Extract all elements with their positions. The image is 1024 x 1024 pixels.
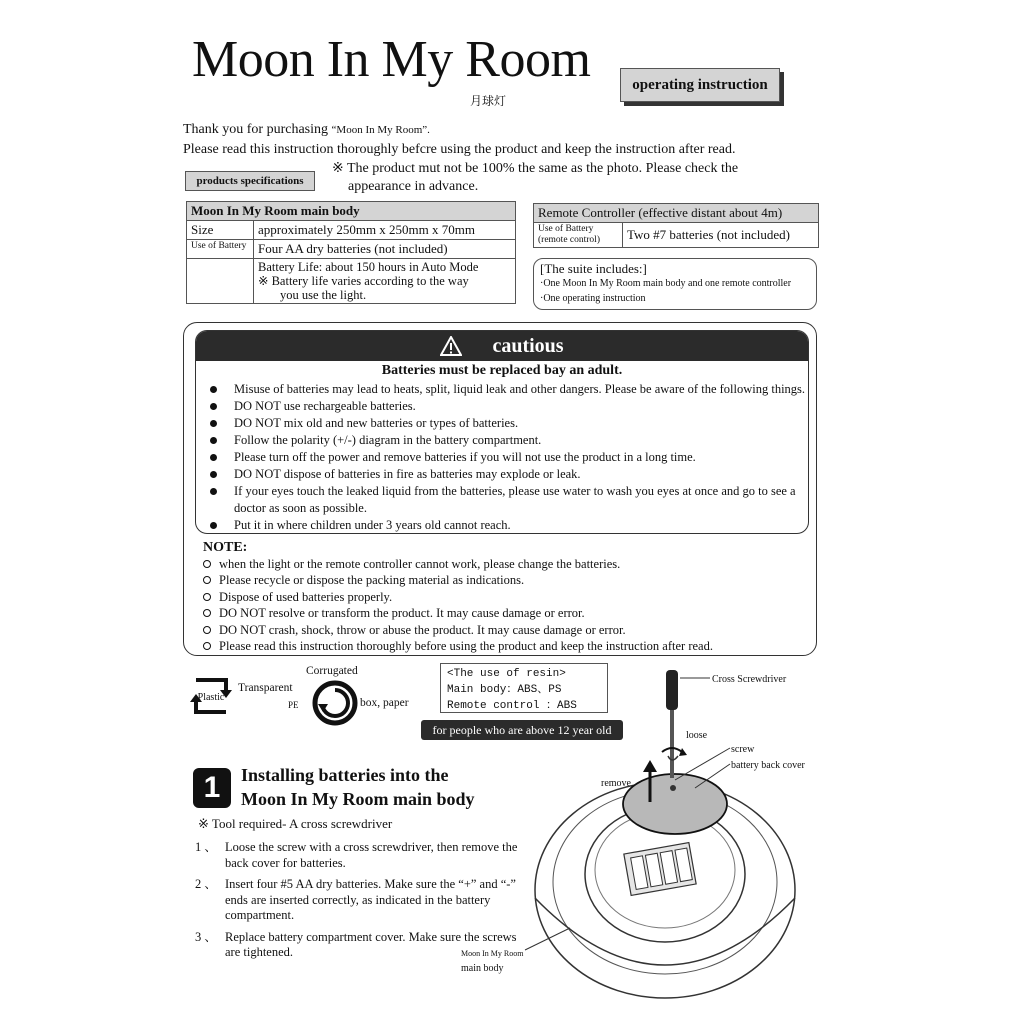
caution-item: Misuse of batteries may lead to heats, split, liquid leak and other dangers. Please be aware of the following things.: [206, 381, 806, 398]
note-item: when the light or the remote controller cannot work, please change the batteries.: [203, 556, 803, 572]
battery-value: Four AA dry batteries (not included): [254, 240, 516, 259]
step-number-badge: 1: [193, 768, 231, 808]
caution-header: [196, 331, 808, 361]
suite-title: [The suite includes:]: [540, 261, 647, 276]
battery-life-cell: [254, 259, 516, 304]
warning-triangle-icon: [440, 336, 462, 356]
caution-item: Put it in where children under 3 years old cannot reach.: [206, 517, 806, 534]
caution-item: DO NOT dispose of batteries in fire as batteries may explode or leak.: [206, 466, 806, 483]
intro-product-name: “Moon In My Room”.: [331, 124, 430, 136]
main-body-spec-table: [186, 201, 516, 304]
caution-subtitle: Batteries must be replaced bay an adult.: [381, 363, 623, 378]
operating-instruction-badge: operating instruction: [620, 68, 780, 102]
caution-title: cautious: [492, 334, 564, 357]
remote-battery-value: Two #7 batteries (not included): [623, 223, 819, 248]
plastic-recycle-icon: [186, 672, 236, 720]
intro-thanks: Thank you for purchasing: [183, 122, 332, 137]
note-item: Please read this instruction thoroughly before using the product and keep the instruction after read.: [203, 638, 803, 654]
step-text: Insert four #5 AA dry batteries. Make sure the “+” and “-” ends are inserted correctly, as indicated in the battery compartment.: [225, 877, 516, 922]
resin-main-body: Main body：ABS、PS: [447, 684, 562, 696]
battery-life-line3: you use the light.: [280, 288, 367, 302]
battery-install-diagram: [455, 660, 835, 1010]
note-item: DO NOT crash, shock, throw or abuse the product. It may cause damage or error.: [203, 622, 803, 638]
size-label: Size: [187, 221, 254, 240]
suite-item-2: ·One operating instruction: [540, 293, 646, 304]
resin-title: <The use of resin>: [447, 668, 566, 680]
note-title: NOTE:: [203, 540, 248, 555]
caution-item: DO NOT mix old and new batteries or types of batteries.: [206, 415, 806, 432]
remote-spec-table: [533, 203, 819, 248]
intro-text: [183, 120, 735, 159]
note-item: DO NOT resolve or transform the product. It may cause damage or error.: [203, 605, 803, 621]
age-note-badge: for people who are above 12 year old: [421, 720, 623, 740]
suite-item-1: ·One Moon In My Room main body and one remote controller: [540, 278, 792, 289]
step-num: 3 、: [195, 929, 217, 944]
photo-disclaimer-line1: ※ The product mut not be 100% the same as the photo. Please check the: [332, 161, 739, 176]
install-title-line2: Moon In My Room main body: [241, 789, 475, 809]
step-text: Replace battery compartment cover. Make sure the screws are tightened.: [225, 929, 517, 959]
step-text: Loose the screw with a cross screwdriver, then remove the back cover for batteries.: [225, 840, 518, 870]
box-paper-label: box, paper: [360, 697, 409, 709]
suite-includes-box: [533, 258, 817, 310]
page-title: Moon In My Room: [192, 31, 591, 88]
caution-item: DO NOT use rechargeable batteries.: [206, 398, 806, 415]
remote-battery-label: Use of Battery (remote control): [534, 223, 623, 248]
cross-screwdriver-label: Cross Screwdriver: [712, 674, 787, 685]
products-specifications-badge: products specifications: [185, 171, 315, 191]
loose-label: loose: [686, 730, 708, 741]
install-title-line1: Installing batteries into the: [241, 765, 449, 785]
main-body-label-2: main body: [461, 963, 504, 974]
battery-label: Use of Battery: [187, 240, 254, 259]
corrugated-label: Corrugated: [306, 665, 358, 677]
tool-required: ※ Tool required- A cross screwdriver: [198, 816, 393, 831]
caution-item: If your eyes touch the leaked liquid from the batteries, please use water to wash you eyes at once and go to see a doctor as soon as possible.: [206, 483, 806, 517]
battery-life-line2: ※ Battery life varies according to the way: [258, 274, 469, 288]
chinese-subtitle: 月球灯: [470, 94, 507, 108]
back-cover-label: battery back cover: [731, 760, 805, 771]
step-num: 2 、: [195, 877, 217, 891]
photo-disclaimer-line2: appearance in advance.: [348, 179, 479, 194]
battery-life-line1: Battery Life: about 150 hours in Auto Mode: [258, 260, 479, 274]
install-title: [241, 763, 475, 811]
caution-item: Please turn off the power and remove batteries if you will not use the product in a long time.: [206, 449, 806, 466]
transparent-label: Transparent: [238, 682, 293, 694]
resin-remote: Remote control ：ABS: [447, 700, 577, 712]
note-item: Dispose of used batteries properly.: [203, 589, 803, 605]
screw-label: screw: [731, 744, 755, 755]
caution-item: Follow the polarity (+/-) diagram in the battery compartment.: [206, 432, 806, 449]
plastic-label: Plastic: [197, 692, 225, 703]
main-body-header: Moon In My Room main body: [187, 202, 516, 221]
note-list: [203, 556, 803, 654]
pe-label: PE: [288, 700, 299, 710]
note-item: Please recycle or dispose the packing material as indications.: [203, 572, 803, 588]
caution-list: [206, 381, 806, 534]
empty-cell: [187, 259, 254, 304]
intro-read-note: Please read this instruction thoroughly befcre using the product and keep the instruction after read.: [183, 142, 736, 157]
caution-panel: [195, 330, 809, 534]
remove-label: remove: [601, 778, 631, 789]
main-body-label-1: Moon In My Room: [461, 949, 524, 958]
size-value: approximately 250mm x 250mm x 70mm: [254, 221, 516, 240]
paper-recycle-icon: [312, 680, 358, 726]
step-num: 1 、: [195, 840, 217, 854]
remote-header: Remote Controller (effective distant about 4m): [534, 204, 819, 223]
photo-disclaimer: [332, 160, 772, 196]
